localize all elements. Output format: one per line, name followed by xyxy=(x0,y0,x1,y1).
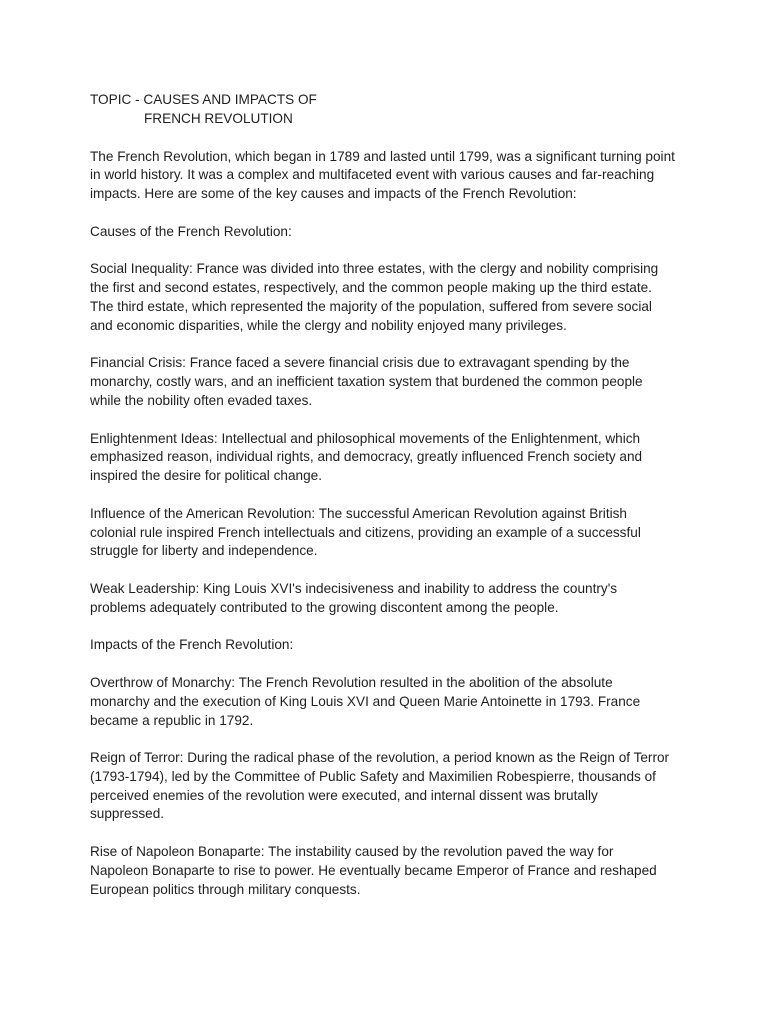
impacts-heading: Impacts of the French Revolution: xyxy=(90,637,294,653)
title-line-1: TOPIC - CAUSES AND IMPACTS OF xyxy=(90,92,317,107)
cause-social-inequality: Social Inequality: France was divided into three estates, with the clergy and nobility comprising the first and second estates, respectively, and the common people making up the third estate. The third estate, which represented the majority of the population, suffered from severe social and economic disparities, while the clergy and nobility enjoyed many privileges. xyxy=(90,261,659,333)
impact-reign-of-terror: Reign of Terror: During the radical phase of the revolution, a period known as the Reign of Terror (1793-1794), led by the Committee of Public Safety and Maximilien Robespierre, thousands of perceived enemies of the revolution were executed, and internal dissent was brutally suppressed. xyxy=(90,750,670,822)
cause-financial-crisis: Financial Crisis: France faced a severe financial crisis due to extravagant spending by the monarchy, costly wars, and an inefficient taxation system that burdened the common people while the nobility often evaded taxes. xyxy=(90,355,643,408)
cause-weak-leadership: Weak Leadership: King Louis XVI's indecisiveness and inability to address the country's problems adequately contributed to the growing discontent among the people. xyxy=(90,580,618,615)
causes-heading: Causes of the French Revolution: xyxy=(90,223,292,239)
document-body xyxy=(90,91,675,918)
cause-american-revolution: Influence of the American Revolution: The successful American Revolution against British colonial rule inspired French intellectuals and citizens, providing an example of a successful struggle for liberty and independence. xyxy=(90,505,641,559)
title-line-2: FRENCH REVOLUTION xyxy=(144,110,293,126)
document-title xyxy=(90,91,675,129)
cause-enlightenment-ideas: Enlightenment Ideas: Intellectual and philosophical movements of the Enlightenment, which emphasized reason, individual rights, and democracy, greatly influenced French society and inspired the desire for political change. xyxy=(90,430,643,484)
intro-paragraph: The French Revolution, which began in 1789 and lasted until 1799, was a significant turning point in world history. It was a complex and multifaceted event with various causes and far-reaching impacts. Here are some of the key causes and impacts of the French Revolution: xyxy=(90,148,675,202)
impact-overthrow-monarchy: Overthrow of Monarchy: The French Revolution resulted in the abolition of the absolute monarchy and the execution of King Louis XVI and Queen Marie Antoinette in 1793. France became a republic in 1792. xyxy=(90,674,641,728)
impact-rise-of-napoleon: Rise of Napoleon Bonaparte: The instability caused by the revolution paved the way for Napoleon Bonaparte to rise to power. He eventually became Emperor of France and reshaped European politics through military conquests. xyxy=(90,844,657,897)
